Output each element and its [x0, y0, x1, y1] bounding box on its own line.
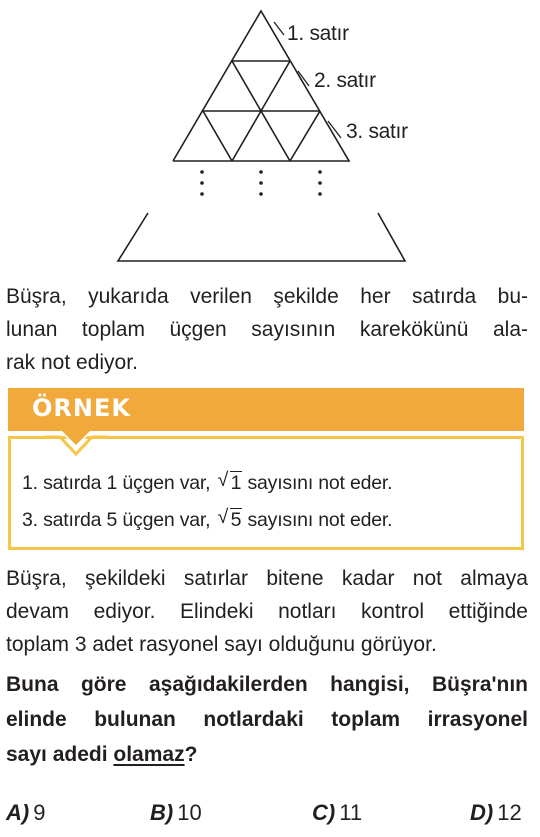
choice-value: 9 — [33, 800, 46, 825]
body-line: devam ediyor. Elindeki notları kontrol ettiğinde — [6, 600, 528, 623]
ellipsis-dot — [318, 170, 322, 174]
question-line: Buna göre aşağıdakilerden hangisi, Büşra'nın — [6, 673, 528, 696]
choice-letter: C) — [312, 800, 336, 825]
sqrt-expression — [217, 469, 243, 495]
choice-letter: A) — [6, 800, 30, 825]
body-paragraph — [6, 562, 528, 661]
intro-line: Büşra, yukarıda verilen şekilde her satırda bu- — [6, 285, 528, 308]
example-line-1 — [22, 469, 393, 495]
leader-line-1 — [274, 22, 284, 35]
question — [6, 667, 528, 772]
ellipsis-dot — [200, 170, 204, 174]
body-line: Büşra, şekildeki satırlar bitene kadar not almaya — [6, 567, 528, 590]
choice-value: 11 — [339, 800, 363, 825]
body-line: toplam 3 adet rasyonel sayı olduğunu görüyor. — [6, 633, 437, 656]
choice-d[interactable] — [470, 800, 522, 826]
ellipsis-dot — [200, 192, 204, 196]
radicand: 1 — [230, 472, 242, 494]
radicand: 5 — [230, 509, 242, 531]
row-label-1: 1. satır — [287, 22, 349, 45]
sqrt-expression — [217, 506, 243, 532]
example-line-2 — [22, 506, 393, 532]
question-text: sayı adedi — [6, 743, 114, 766]
choice-letter: B) — [150, 800, 174, 825]
question-line: elinde bulunan notlardaki toplam irrasyonel — [6, 708, 528, 731]
example-text: 3. satırda 5 üçgen var, — [22, 509, 216, 531]
example-notch — [44, 430, 114, 460]
choice-letter: D) — [470, 800, 494, 825]
choice-b[interactable] — [150, 800, 202, 826]
radical-sign: √ — [217, 469, 229, 491]
example-text: 1. satırda 1 üçgen var, — [22, 472, 216, 494]
choice-c[interactable] — [312, 800, 362, 826]
example-text: sayısını not eder. — [242, 509, 393, 531]
inner-diagonal — [203, 111, 232, 161]
ellipsis-dot — [259, 192, 263, 196]
ellipsis-dot — [200, 181, 204, 185]
ellipsis-dot — [318, 181, 322, 185]
choice-value: 10 — [177, 800, 202, 825]
ellipsis-dot — [259, 181, 263, 185]
radical-sign: √ — [217, 506, 229, 528]
example-title: ÖRNEK — [32, 394, 131, 422]
question-emphasis: olamaz — [113, 743, 185, 766]
choice-value: 12 — [497, 800, 522, 825]
choice-a[interactable] — [6, 800, 45, 826]
triangle-figure — [0, 0, 540, 270]
base-trapezoid — [118, 213, 405, 261]
intro-line: lunan toplam üçgen sayısının karekökünü ala- — [6, 318, 528, 341]
example-text: sayısını not eder. — [242, 472, 393, 494]
intro-paragraph — [6, 280, 528, 379]
ellipsis-dot — [259, 170, 263, 174]
question-text: ? — [184, 743, 198, 766]
question-line — [6, 737, 528, 772]
example-header — [8, 388, 524, 431]
inner-diagonal — [290, 111, 320, 161]
intro-line: rak not ediyor. — [6, 351, 138, 374]
row-label-3: 3. satır — [346, 120, 408, 143]
ellipsis-dot — [318, 192, 322, 196]
row-label-2: 2. satır — [314, 69, 376, 92]
